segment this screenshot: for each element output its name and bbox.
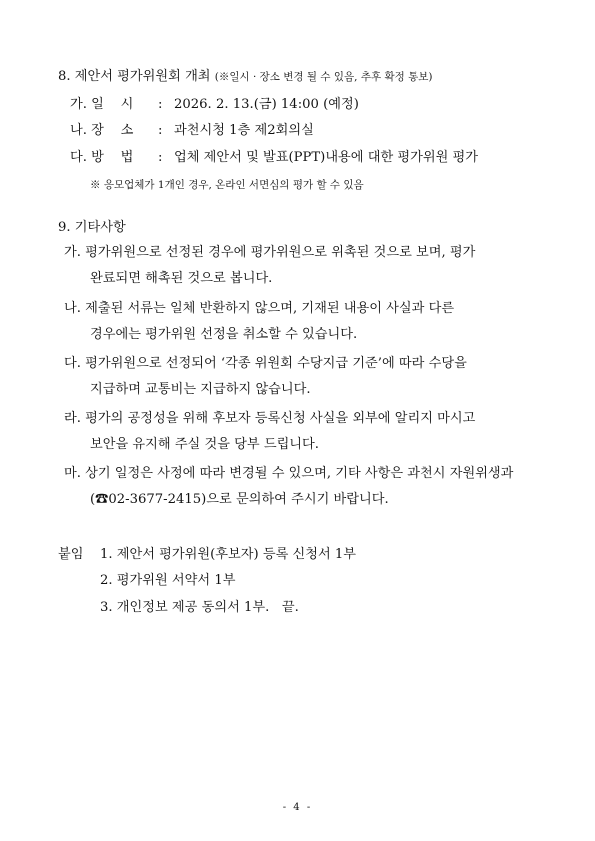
- attachments-label: 붙임: [58, 547, 84, 562]
- section8-item-date: [70, 96, 359, 114]
- section9-item-d-line2: 보안을 유지해 주실 것을 당부 드립니다.: [90, 437, 319, 452]
- section8-note: (※일시 · 장소 변경 될 수 있음, 추후 확정 통보): [214, 71, 433, 83]
- section9-title: 9. 기타사항: [58, 220, 126, 235]
- item-value: 과천시청 1층 제2회의실: [174, 123, 314, 138]
- section9-item-b-line1: 나. 제출된 서류는 일체 반환하지 않으며, 기재된 내용이 사실과 다른: [64, 301, 455, 316]
- section8-remark: ※ 응모업체가 1개인 경우, 온라인 서면심의 평가 할 수 있음: [90, 179, 364, 191]
- attachment-item-3: 3. 개인정보 제공 동의서 1부. 끝.: [100, 600, 299, 615]
- section9-item-e-line2: (☎02-3677-2415)으로 문의하여 주시기 바랍니다.: [90, 492, 389, 507]
- attachment-item-1: 1. 제안서 평가위원(후보자) 등록 신청서 1부: [100, 547, 357, 562]
- item-separator: :: [158, 123, 163, 138]
- section8-heading: [58, 68, 432, 86]
- section8-item-place: [70, 122, 314, 140]
- section9-item-b-line2: 경우에는 평가위원 선정을 취소할 수 있습니다.: [90, 327, 358, 342]
- page-number: - 4 -: [282, 802, 313, 813]
- section8-item-method: [70, 149, 478, 167]
- section9-item-c-line1: 다. 평가위원으로 선정되어 ‘각종 위원회 수당지급 기준’에 따라 수당을: [64, 356, 467, 371]
- section9-item-a-line1: 가. 평가위원으로 선정된 경우에 평가위원으로 위촉된 것으로 보며, 평가: [64, 245, 476, 260]
- section8-title: 8. 제안서 평가위원회 개최: [58, 69, 211, 84]
- item-separator: :: [158, 150, 163, 165]
- item-value: 업체 제안서 및 발표(PPT)내용에 대한 평가위원 평가: [174, 150, 479, 165]
- section9-item-d-line1: 라. 평가의 공정성을 위해 후보자 등록신청 사실을 외부에 알리지 마시고: [64, 411, 476, 426]
- item-label: 나. 장 소: [70, 123, 134, 138]
- item-label: 다. 방 법: [70, 150, 134, 165]
- item-label: 가. 일 시: [70, 97, 134, 112]
- section9-item-a-line2: 완료되면 해촉된 것으로 봅니다.: [90, 271, 273, 286]
- section9-item-c-line2: 지급하며 교통비는 지급하지 않습니다.: [90, 382, 311, 397]
- attachment-item-2: 2. 평가위원 서약서 1부: [100, 573, 236, 588]
- item-separator: :: [158, 97, 163, 112]
- item-value: 2026. 2. 13.(금) 14:00 (예정): [174, 97, 359, 112]
- section9-item-e-line1: 마. 상기 일정은 사정에 따라 변경될 수 있으며, 기타 사항은 과천시 자원위생과: [64, 466, 514, 481]
